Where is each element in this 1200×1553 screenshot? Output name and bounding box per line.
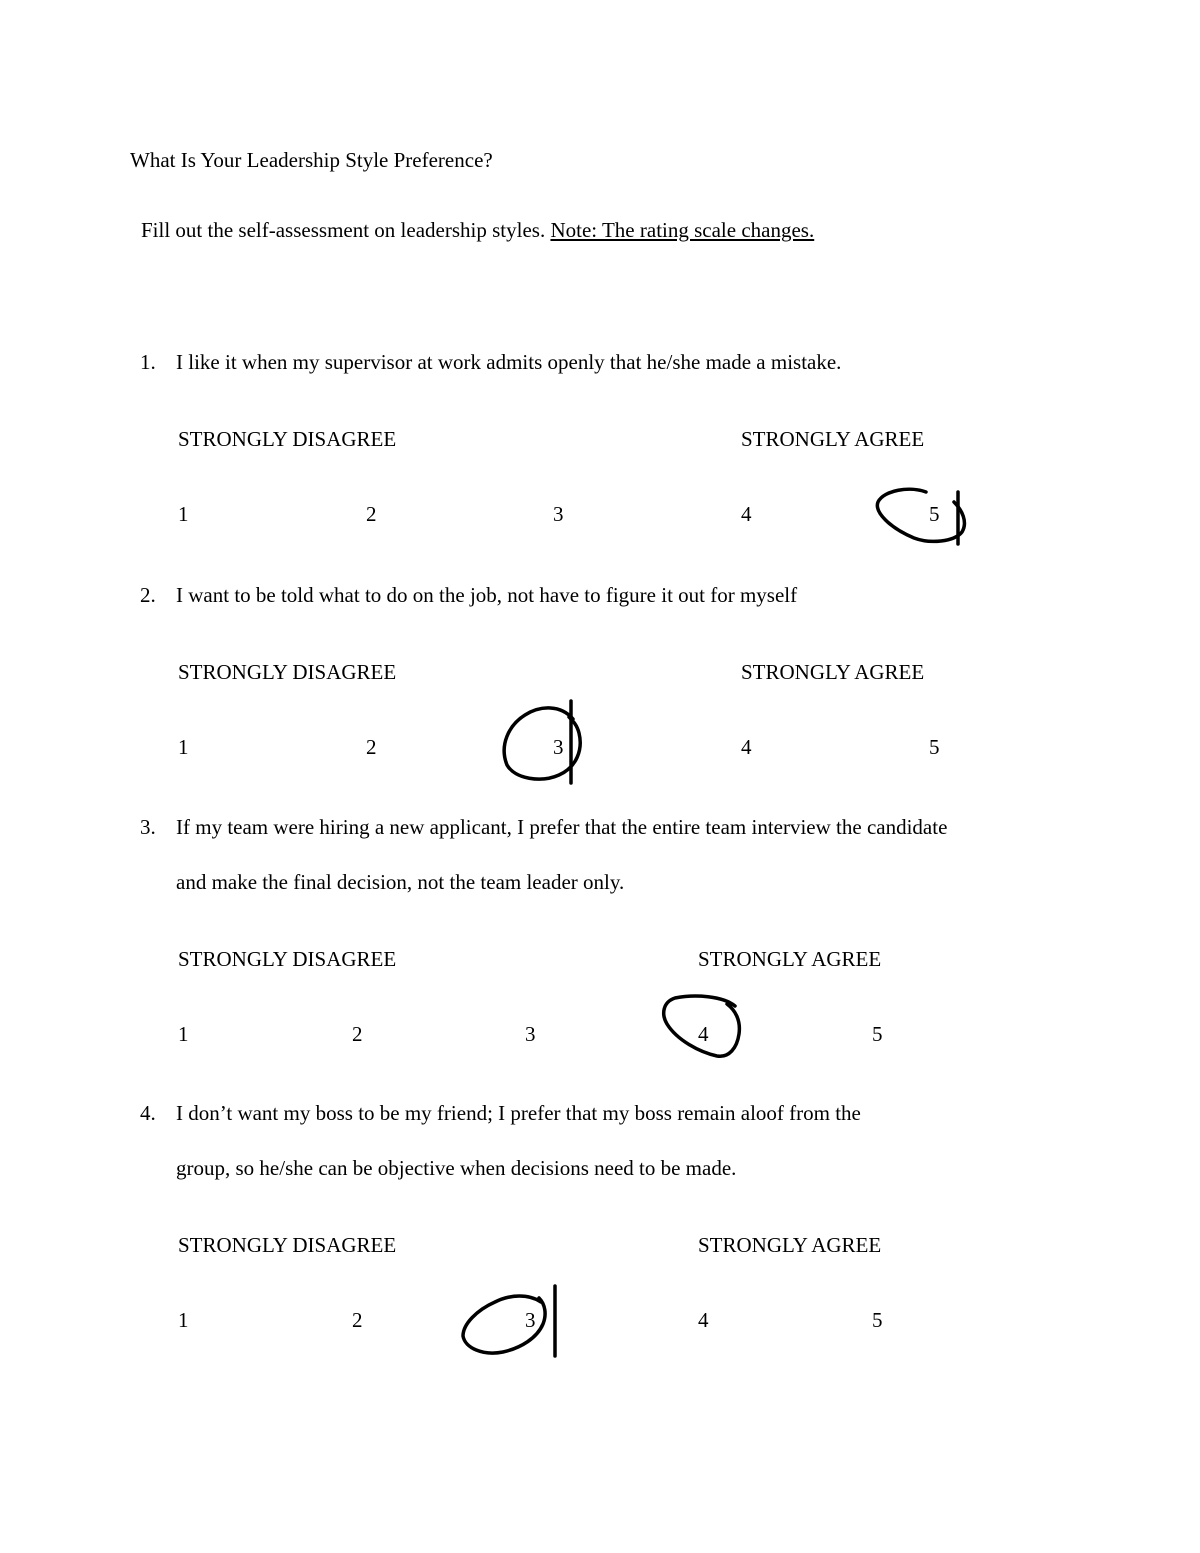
question-number: 4. (140, 1101, 156, 1125)
handwritten-circle-mark (655, 990, 750, 1065)
scale-high-label: STRONGLY AGREE (741, 660, 925, 684)
scale-low-label: STRONGLY DISAGREE (178, 660, 397, 684)
rating-option-4[interactable]: 4 (741, 735, 752, 759)
handwritten-circle-mark (495, 695, 595, 790)
instructions (141, 218, 814, 242)
rating-option-2[interactable]: 2 (366, 735, 377, 759)
scale-low-label: STRONGLY DISAGREE (178, 427, 397, 451)
rating-option-5[interactable]: 5 (929, 502, 940, 526)
rating-option-2[interactable]: 2 (352, 1308, 363, 1332)
rating-option-1[interactable]: 1 (178, 1308, 189, 1332)
rating-option-4[interactable]: 4 (741, 502, 752, 526)
rating-option-2[interactable]: 2 (352, 1022, 363, 1046)
rating-option-3[interactable]: 3 (525, 1308, 536, 1332)
question-number: 3. (140, 815, 156, 839)
rating-option-1[interactable]: 1 (178, 1022, 189, 1046)
rating-option-3[interactable]: 3 (553, 735, 564, 759)
question-number: 1. (140, 350, 156, 374)
rating-option-4[interactable]: 4 (698, 1022, 709, 1046)
rating-option-2[interactable]: 2 (366, 502, 377, 526)
scale-high-label: STRONGLY AGREE (698, 947, 882, 971)
handwritten-circle-mark (870, 482, 970, 552)
instructions-text: Fill out the self-assessment on leadership styles. (141, 218, 546, 242)
question-text: I want to be told what to do on the job, not have to figure it out for myself (176, 583, 798, 607)
question-text: I like it when my supervisor at work admits openly that he/she made a mistake. (176, 350, 842, 374)
rating-option-1[interactable]: 1 (178, 735, 189, 759)
rating-option-5[interactable]: 5 (929, 735, 940, 759)
question-text-line-2: group, so he/she can be objective when decisions need to be made. (176, 1156, 737, 1180)
question-text-line-1: I don’t want my boss to be my friend; I prefer that my boss remain aloof from the (176, 1101, 861, 1125)
page-title: What Is Your Leadership Style Preference? (130, 148, 493, 172)
question-number: 2. (140, 583, 156, 607)
rating-option-4[interactable]: 4 (698, 1308, 709, 1332)
rating-option-5[interactable]: 5 (872, 1022, 883, 1046)
rating-scale-note: Note: The rating scale changes. (550, 218, 815, 242)
rating-option-1[interactable]: 1 (178, 502, 189, 526)
rating-option-3[interactable]: 3 (525, 1022, 536, 1046)
rating-option-3[interactable]: 3 (553, 502, 564, 526)
scale-high-label: STRONGLY AGREE (698, 1233, 882, 1257)
rating-option-5[interactable]: 5 (872, 1308, 883, 1332)
question-text-line-2: and make the final decision, not the team leader only. (176, 870, 625, 894)
handwritten-circle-mark (455, 1280, 565, 1365)
question-text-line-1: If my team were hiring a new applicant, I prefer that the entire team interview the candidate (176, 815, 948, 839)
scale-low-label: STRONGLY DISAGREE (178, 1233, 397, 1257)
scale-low-label: STRONGLY DISAGREE (178, 947, 397, 971)
scale-high-label: STRONGLY AGREE (741, 427, 925, 451)
